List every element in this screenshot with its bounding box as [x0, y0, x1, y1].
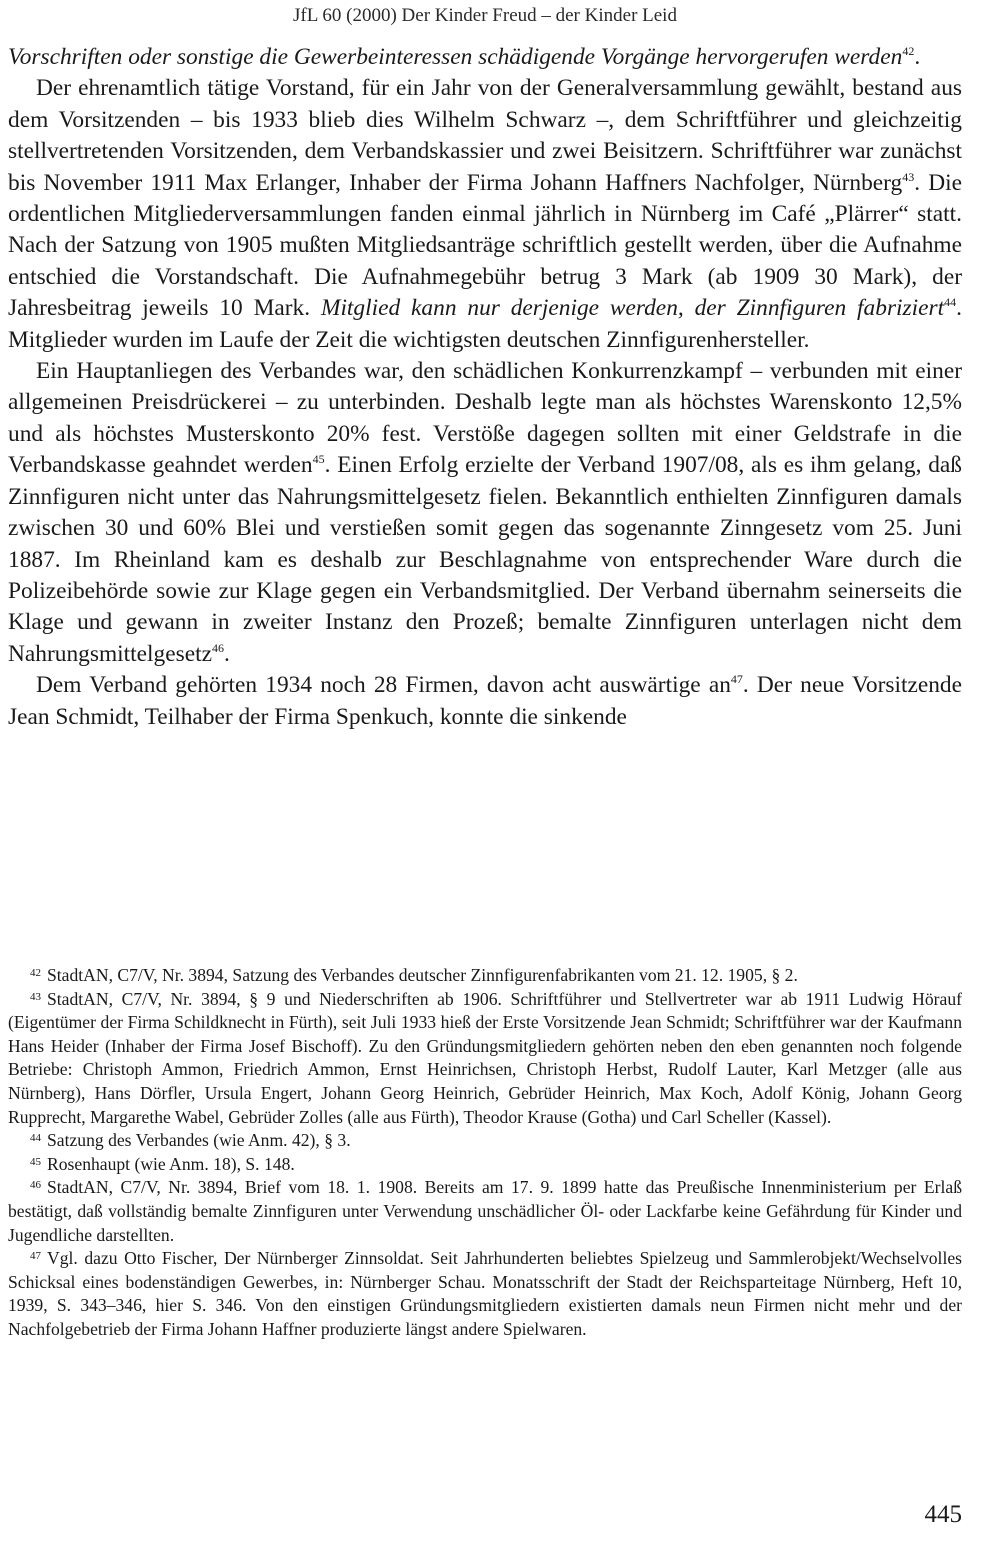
footnotes	[8, 964, 962, 1342]
footnote-44: $^{44}$ Satzung des Verbandes (wie Anm. 42), § 3.	[30, 1130, 351, 1151]
footnote-ref-44[interactable]: 44	[944, 295, 957, 310]
footnote-ref-43[interactable]: 43	[902, 169, 915, 184]
footnote-number: 47	[30, 1250, 41, 1263]
footnote-number: 43	[30, 990, 41, 1003]
main-text	[8, 42, 962, 733]
paragraph-3: Ein Hauptanliegen des Verbandes war, den schädlichen Konkurrenzkampf – verbunden mit einer allgemeinen Preisdrückerei – zu unterbinden. Deshalb legte man als höchstes Warenskonto 12,5% und als höchstes Musterskonto 20% fest. Verstöße dagegen sollten mit einer Geldstrafe in die Verbandskasse geahndet werden$^{45}$. Einen Erfolg erzielte der Verband 1907/08, als es ihm gelang, daß Zinnfiguren nicht unter das Nahrungsmittelgesetz fielen. Bekanntlich enthielten Zinnfiguren damals zwischen 30 und 60% Blei und verstießen somit gegen das sogenannte Zinngesetz vom 25. Juni 1887. Im Rheinland kam es deshalb zur Beschlagnahme von entsprechender Ware durch die Polizeibehörde sowie zur Klage gegen ein Verbandsmitglied. Der Verband übernahm seinerseits die Klage und gewann in zweiter Instanz den Prozeß; bemalte Zinnfiguren unterlagen nicht dem Nahrungsmittelgesetz$^{46}$.	[8, 358, 962, 667]
running-head: JfL 60 (2000) Der Kinder Freud – der Kinder Leid	[293, 5, 677, 26]
paragraph-4: Dem Verband gehörten 1934 noch 28 Firmen, davon acht auswärtige $an^{47}$. Der neue Vorsitzende Jean Schmidt, Teilhaber der Firma Spenkuch, konnte die sinkende	[8, 672, 962, 730]
footnote-number: 44	[30, 1132, 41, 1145]
footnote-46: $^{46}$ StadtAN, C7/V, Nr. 3894, Brief vom 18. 1. 1908. Bereits am 17. 9. 1899 hatte das Preußische Innenministerium per Erlaß bestätigt, daß vollständig bemalte Zinnfiguren unter Verwendung unschädlicher Öl- oder Lackfarbe keine Gefährdung für Kinder und Jugendliche darstellten.	[8, 1177, 962, 1245]
footnote-47: $^{47}$ Vgl. dazu Otto Fischer, Der Nürnberger Zinnsoldat. Seit Jahrhunderten beliebtes Spielzeug und Sammlerobjekt/Wechselvolles Schicksal eines bodenständigen Gewerbes, in: Nürnberger Schau. Monatsschrift der Stadt der Reichsparteitage Nürnberg, Heft 10, 1939, S. 343–346, hier S. 346. Von den einstigen Gründungsmitgliedern existierten damals neun Firmen nicht mehr und der Nachfolgebetrieb der Firma Johann Haffner produzierte längst andere Spielwaren.	[8, 1248, 962, 1339]
footnote-ref-46[interactable]: 46	[211, 640, 224, 655]
footnote-number: 45	[30, 1155, 41, 1168]
footnote-ref-45[interactable]: 45	[312, 452, 325, 467]
footnote-number: 42	[30, 967, 41, 979]
page-number: 445	[924, 1501, 962, 1528]
footnote-ref-42[interactable]: 42	[902, 44, 915, 58]
italic-quote: Mitglied kann nur derjenige werden, der Zinnfiguren fabriziert	[320, 295, 945, 322]
footnote-ref-47[interactable]: 47	[730, 672, 743, 687]
footnote-43: $^{43}$ StadtAN, C7/V, Nr. 3894, § 9 und Niederschriften ab 1906. Schriftführer und Stellvertreter war ab 1911 Ludwig Hörauf (Eigentümer der Firma Schildknecht in Fürth), seit Juli 1933 hieß der Erste Vorsitzende Jean Schmidt; Schriftführer war der Kaufmann Hans Heider (Inhaber der Firma Josef Bischoff). Zu den Gründungsmitgliedern gehörten neben den eben genannten noch folgende Betriebe: Christoph Ammon, Friedrich Ammon, Ernst Heinrichsen, Christoph Herbst, Rudolf Lauter, Karl Metzger (alle aus Nürnberg), Hans Dörfler, Ursula Engert, Johann Georg Heinrich, Gebrüder Heinrich, Max Koch, Adolf König, Johann Georg Rupprecht, Margarethe Wabel, Gebrüder Zolles (alle aus Fürth), Theodor Krause (Gotha) und Carl Scheller (Kassel).	[8, 988, 962, 1127]
paragraph-1: Vorschriften oder sonstige die Gewerbeinteressen schädigende Vorgänge hervorgerufen werden$^{42}$.	[8, 44, 921, 70]
footnote-42: $^{42}$ StadtAN, C7/V, Nr. 3894, Satzung des Verbandes deutscher Zinnfigurenfabrikanten vom 21. 12. 1905, § 2.	[30, 965, 798, 985]
footnote-number: 46	[30, 1179, 41, 1192]
document-page	[8, 0, 962, 1551]
footnote-45: $^{45}$ Rosenhaupt (wie Anm. 18), S. 148.	[30, 1153, 295, 1174]
italic-quote: Vorschriften oder sonstige die Gewerbeinteressen schädigende Vorgänge hervorgerufen werden	[8, 44, 903, 70]
paragraph-2: Der ehrenamtlich tätige Vorstand, für ein Jahr von der Generalversammlung gewählt, bestand aus dem Vorsitzenden – bis 1933 blieb dies Wilhelm Schwarz –, dem Schriftführer und gleichzeitig stellvertretenden Vorsitzenden, dem Verbandskassier und zwei Beisitzern. Schriftführer war zunächst bis November 1911 Max Erlanger, Inhaber der Firma Johann Haffners Nachfolger, Nürnberg$^{43}$. Die ordentlichen Mitgliederversammlungen fanden einmal jährlich in Nürnberg im Café „Plärrer“ statt. Nach der Satzung von 1905 mußten Mitgliedsanträge schriftlich gestellt werden, über die Aufnahme entschied die Vorstandschaft. Die Aufnahmegebühr betrug 3 Mark (ab 1909 30 Mark), der Jahresbeitrag jeweils 10 Mark. Mitglied kann nur derjenige werden, der Zinnfiguren fabriziert$^{44}$. Mitglieder wurden im Laufe der Zeit die wichtigsten deutschen Zinnfigurenhersteller.	[8, 75, 963, 353]
